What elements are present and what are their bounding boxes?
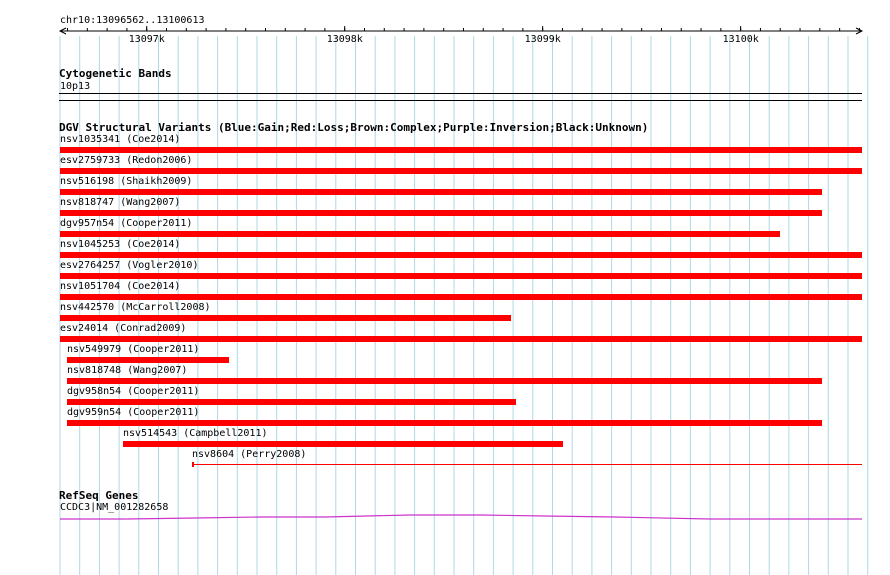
- cytoband-label: 10p13: [60, 81, 91, 92]
- dgv-variant-label[interactable]: nsv818748 (Wang2007): [67, 365, 188, 376]
- dgv-variant-bar[interactable]: [60, 168, 862, 174]
- dgv-variant-label[interactable]: esv2759733 (Redon2006): [60, 155, 193, 166]
- dgv-variant-bar[interactable]: [60, 315, 511, 321]
- dgv-variant-label[interactable]: nsv516198 (Shaikh2009): [60, 176, 193, 187]
- dgv-variant-label[interactable]: nsv514543 (Campbell2011): [123, 428, 268, 439]
- dgv-variant-bar[interactable]: [67, 399, 516, 405]
- dgv-variant-bar[interactable]: [60, 294, 862, 300]
- dgv-variant-bar[interactable]: [60, 210, 822, 216]
- dgv-variant-label[interactable]: nsv442570 (McCarroll2008): [60, 302, 211, 313]
- dgv-variant-bar[interactable]: [67, 378, 822, 384]
- dgv-variant-bar[interactable]: [60, 189, 822, 195]
- cytoband-line-top: [59, 93, 862, 94]
- cytoband-line-bottom: [59, 100, 862, 101]
- dgv-variant-label[interactable]: dgv958n54 (Cooper2011): [67, 386, 200, 397]
- dgv-variant-bar[interactable]: [123, 441, 563, 447]
- dgv-variant-label[interactable]: nsv1045253 (Coe2014): [60, 239, 181, 250]
- refseq-gene-label[interactable]: CCDC3|NM_001282658: [60, 502, 169, 513]
- dgv-variant-bar[interactable]: [60, 147, 862, 153]
- ruler-tick-label: 13099k: [524, 34, 561, 45]
- dgv-variant-label[interactable]: nsv818747 (Wang2007): [60, 197, 181, 208]
- refseq-gene-line: [60, 515, 862, 519]
- dgv-variant-label[interactable]: esv2764257 (Vogler2010): [60, 260, 199, 271]
- dgv-variant-bar[interactable]: [67, 357, 229, 363]
- ruler-tick-label: 13100k: [722, 34, 759, 45]
- dgv-variant-label[interactable]: esv24014 (Conrad2009): [60, 323, 187, 334]
- dgv-variant-label[interactable]: nsv1035341 (Coe2014): [60, 134, 181, 145]
- ruler-tick-label: 13098k: [326, 34, 363, 45]
- dgv-variant-bar[interactable]: [67, 420, 822, 426]
- dgv-variant-bar[interactable]: [192, 464, 862, 465]
- dgv-variant-label[interactable]: dgv957n54 (Cooper2011): [60, 218, 193, 229]
- dgv-variant-bar[interactable]: [60, 273, 862, 279]
- ruler-tick-label: 13097k: [128, 34, 165, 45]
- cytoband-track-title[interactable]: Cytogenetic Bands: [59, 67, 172, 80]
- refseq-track-title[interactable]: RefSeq Genes: [59, 489, 139, 502]
- dgv-variant-label[interactable]: dgv959n54 (Cooper2011): [67, 407, 200, 418]
- dgv-variant-bar[interactable]: [60, 252, 862, 258]
- dgv-variant-bar[interactable]: [60, 336, 862, 342]
- ruler-location: chr10:13096562..13100613: [60, 15, 205, 26]
- dgv-variant-bar[interactable]: [60, 231, 780, 237]
- dgv-variant-label[interactable]: nsv549979 (Cooper2011): [67, 344, 200, 355]
- dgv-variant-label[interactable]: nsv1051704 (Coe2014): [60, 281, 181, 292]
- dgv-track-title[interactable]: DGV Structural Variants (Blue:Gain;Red:Loss;Brown:Complex;Purple:Inversion;Black:Unknown): [59, 121, 649, 134]
- dgv-variant-label[interactable]: nsv8604 (Perry2008): [192, 449, 307, 460]
